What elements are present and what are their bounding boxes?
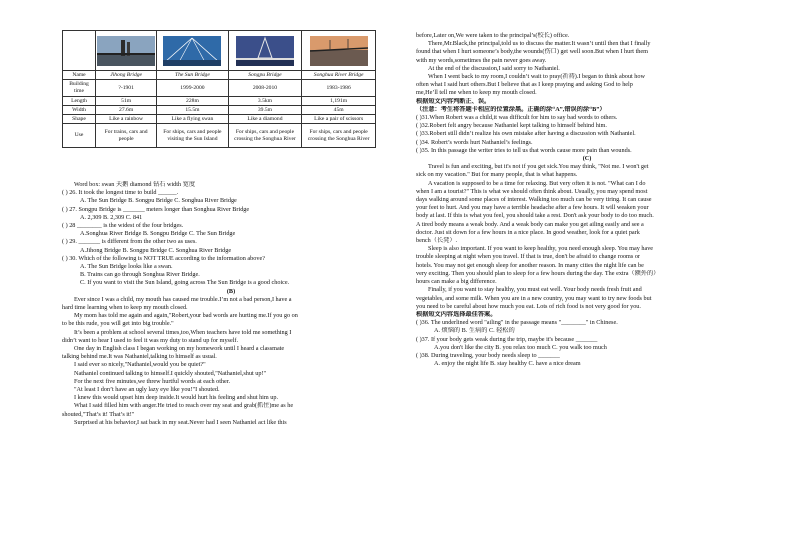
right-column xyxy=(416,32,758,368)
table-cell: ?-1901 xyxy=(96,80,157,97)
passage-line: vegetables, and some milk. When you are in a new country, you may want to try new foods but xyxy=(416,294,652,302)
table-cell: Like a flying swan xyxy=(157,115,228,124)
passage-line: trouble sleeping at night when you travel. If that is true, don't be afraid to change rooms or xyxy=(416,253,640,261)
question-options: A. 烦恼的 B. 生病的 C. 轻松的 xyxy=(434,327,515,335)
passage-line: me,He’ll tell me when to keep my mouth closed. xyxy=(416,89,537,97)
passage-line: hotels. You may not get enough sleep for another reason. In many cities the night life can be xyxy=(416,261,644,269)
passage-line: I said ever so nicely,"Nathaniel,would you be quiet?" xyxy=(74,361,206,369)
passage-line: At the end of the discussion,I said sorry to Nathaniel. xyxy=(428,64,560,72)
bridge-name: Songpu Bridge xyxy=(228,71,302,80)
row-header: Name xyxy=(63,71,96,80)
passage-line: Finally, if you want to stay healthy, you must eat well. Your body needs fresh fruit and xyxy=(428,286,642,294)
sun-bridge-photo xyxy=(163,36,221,66)
table-corner xyxy=(63,31,96,71)
question-option: B. Trains can go through Songhua River Bridge. xyxy=(80,271,200,279)
row-header: Building time xyxy=(63,80,96,97)
passage-line: Nathaniel continued talking to himself.I quickly shouted,"Nathaniel,shut up!" xyxy=(74,369,267,377)
passage-line: For the next five minutes,we threw hurtful words at each other. xyxy=(74,377,231,385)
passage-line: A vacation is supposed to be a time for relaxing. But very often it is not. "What can I do xyxy=(428,179,646,187)
bridge-name: The Sun Bridge xyxy=(157,71,228,80)
row-header: Shape xyxy=(63,115,96,124)
question-options: A.Jihong Bridge B. Songpu Bridge C. Songhua River Bridge xyxy=(80,246,232,254)
passage-line: Sleep is also important. If you want to keep healthy, you need enough sleep. You may have xyxy=(428,245,654,253)
passage-line: body at last. If this is what you feel, you should take a rest. Don't ask your body to do too much. xyxy=(416,212,654,220)
passage-line: when I am a tourist?" This is what we should often think about. Usually, you may spend most xyxy=(416,187,648,195)
bridge-name: Songhua River Bridge xyxy=(302,71,376,80)
section-heading-b: (B) xyxy=(226,287,236,295)
table-cell: For ships, cars and people visiting the Sun Island xyxy=(157,124,228,148)
question-options: A.you don't like the city B. you relax too much C. you walk too much xyxy=(434,343,607,351)
passage-line: found that when I hurt someone’s body,the wounds(伤口) get well soon.But when I hurt them xyxy=(416,48,648,56)
passage-line: with my words,sometimes the pain never goes away. xyxy=(416,56,547,64)
passage-line: bench（长凳）. xyxy=(416,237,458,245)
question-options: A.Songhua River Bridge B. Songpu Bridge C. The Sun Bridge xyxy=(80,230,236,238)
table-cell: 228m xyxy=(157,97,228,106)
bridge-name: Jihong Bridge xyxy=(96,71,157,80)
table-cell: Like a pair of scissors xyxy=(302,115,376,124)
passage-line: sick on my vacation." But for many people, that is what happens. xyxy=(416,171,578,179)
passage-line: It’s been a problem at school several times,too,When teachers have told me something I xyxy=(74,328,292,336)
table-cell: For trains, cars and people xyxy=(96,124,157,148)
passage-line: didn’t want to hear I used to feel it was my duty to stand up for myself. xyxy=(62,336,239,344)
question-options: A. The Sun Bridge B. Songpu Bridge C. Songhua River Bridge xyxy=(80,197,237,205)
bridge-table xyxy=(62,30,376,148)
passage-line: your feet to hurt. And you may have a terrible headache after a few hours. It will weaken your xyxy=(416,204,649,212)
passage-line: to be this rude, you will get into big trouble." xyxy=(62,320,174,328)
passage-line: My mom has told me again and again,"Robert,your bad words are hurting me.If you go on xyxy=(74,312,298,320)
passage-line: Travel is fun and exciting, but it's not if you get sick.You may think, "Not me. I won't get xyxy=(428,163,649,171)
passage-line: you need to be careful about how much you eat. Lots of rich food is not very good for you. xyxy=(416,302,641,310)
table-cell: 27.6m xyxy=(96,106,157,115)
table-cell: 51m xyxy=(96,97,157,106)
songpu-bridge-photo xyxy=(236,36,294,66)
instruction-heading: 根据短文内容选择最佳答案。 xyxy=(416,310,497,318)
instruction-note: （注意：考生将答题卡相应的位置涂黑。正确的涂“A”,错误的涂“B”） xyxy=(416,105,606,113)
jihong-bridge-photo xyxy=(97,36,155,66)
passage-line: One day in English class I began working on my homework until I heard a classmate xyxy=(74,345,285,353)
row-header: Length xyxy=(63,97,96,106)
table-cell: 1,191m xyxy=(302,97,376,106)
table-cell: For ships, cars and people crossing the Songhua River xyxy=(228,124,302,148)
passage-line: I knew this would upset him deep inside.It would hurt his feeling and shut him up. xyxy=(74,394,278,402)
passage-line: days walking around some places of interest. Walking too much can be very tiring. It can cause xyxy=(416,196,652,204)
row-header: Use xyxy=(63,124,96,148)
word-box: Word box: swan 天鹅 diamond 钻石 width 宽度 xyxy=(74,181,196,188)
question-31: ( )31.When Robert was a child,it was difficult for him to say bad words to others. xyxy=(416,114,618,122)
question-27: ( ) 27. Songpu Bridge is _______ meters longer than Songhua River Bridge xyxy=(62,205,250,213)
question-options: A. 2,309 B. 2,309 C. 841 xyxy=(80,213,143,221)
question-37: ( )37. If your body gets weak during the trip, maybe it's because _______ xyxy=(416,335,598,343)
table-cell: For ships, cars and people crossing the Songhua River xyxy=(302,124,376,148)
question-33: ( )33.Robert still didn’t realize his own mistake after having a discussion with Nathaniel. xyxy=(416,130,636,138)
passage-line: hard time learning when to keep my mouth closed. xyxy=(62,304,188,312)
passage-line: doctor. Just sit down for a few hours in a nice place. In good weather, look for a quiet park xyxy=(416,228,640,236)
photo-cell xyxy=(96,31,157,71)
passage-line: When I went back to my room,I couldn’t wait to pray(祈祷).I began to think about how xyxy=(428,73,645,81)
question-option: A. The Sun Bridge looks like a swan. xyxy=(80,263,173,271)
passage-line: before,Later on,We were taken to the principal’s(校长) office. xyxy=(416,32,570,39)
question-option: C. If you want to visit the Sun Island, going across The Sun Bridge is a good choice. xyxy=(80,279,290,287)
section-heading-c: (C) xyxy=(582,155,592,163)
question-35: ( )35. In this passage the writer tries to tell us that words cause more pain than wounds. xyxy=(416,146,632,154)
photo-cell xyxy=(228,31,302,71)
songhua-river-bridge-photo xyxy=(310,36,368,66)
photo-cell xyxy=(302,31,376,71)
passage-line: very exciting. Then you should plan to sleep for a few hours during the day. The extra（额外的） xyxy=(416,269,660,277)
passage-line: Ever since I was a child, my mouth has caused me trouble.I’m not a bad person,I have a xyxy=(74,295,292,303)
table-cell: 15.5m xyxy=(157,106,228,115)
passage-line: "At least I don’t have an ugly lazy eye like you!"I shouted. xyxy=(74,386,220,394)
question-38: ( )38. During traveling, your body needs sleep to _______ xyxy=(416,351,560,359)
table-cell: 45m xyxy=(302,106,376,115)
passage-line: shouted,"That’s it! That’s it!" xyxy=(62,410,135,418)
question-29: ( ) 29. _______ is different from the other two as uses. xyxy=(62,238,197,246)
passage-line: talking behind me.It was Nathaniel,talking to himself as usual. xyxy=(62,353,217,361)
table-cell: Like a diamond xyxy=(228,115,302,124)
table-cell: 39.5m xyxy=(228,106,302,115)
table-cell: 1983-1986 xyxy=(302,80,376,97)
table-cell: 1999-2000 xyxy=(157,80,228,97)
question-34: ( )34. Robert’s words hurt Nathaniel’s feelings. xyxy=(416,138,533,146)
passage-line: often what I said hurt others.But I believe that as I keep praying and asking God to help xyxy=(416,81,633,89)
table-cell: 2008-2010 xyxy=(228,80,302,97)
question-options: A. enjoy the night life B. stay healthy C. have a nice dream xyxy=(434,360,581,368)
passage-line: A tired body means a weak body. And a weak body can make you get ailing easily and see a xyxy=(416,220,644,228)
table-cell: Like a rainbow xyxy=(96,115,157,124)
passage-line: What I said filled him with anger.He tried to reach over my seat and grab(抓住)me as he xyxy=(74,402,294,410)
instruction-heading: 根据短文内容判断正、误。 xyxy=(416,97,491,105)
passage-line: There,Mr.Black,the principal,told us to discuss the matter.It wasn’t until then that I finally xyxy=(428,40,651,48)
left-column xyxy=(62,181,400,427)
row-header: Width xyxy=(63,106,96,115)
table-cell: 3.5km xyxy=(228,97,302,106)
question-28: ( ) 28 ________ is the widest of the four bridges. xyxy=(62,222,184,230)
photo-cell xyxy=(157,31,228,71)
question-36: ( )36. The underlined word "ailing" in the passage means "________" in Chinese. xyxy=(416,319,618,327)
passage-line: hours can make a big difference. xyxy=(416,278,497,286)
question-30: ( ) 30. Which of the following is NOT TRUE according to the information above? xyxy=(62,254,265,262)
passage-line: Surprised at his behavior,I sat back in my seat.Never had I seen Nathaniel act like this xyxy=(74,418,287,426)
question-26: ( ) 26. It took the longest time to build ______. xyxy=(62,189,179,197)
question-32: ( )32.Robert felt angry because Nathaniel kept talking to himself behind him. xyxy=(416,122,607,130)
